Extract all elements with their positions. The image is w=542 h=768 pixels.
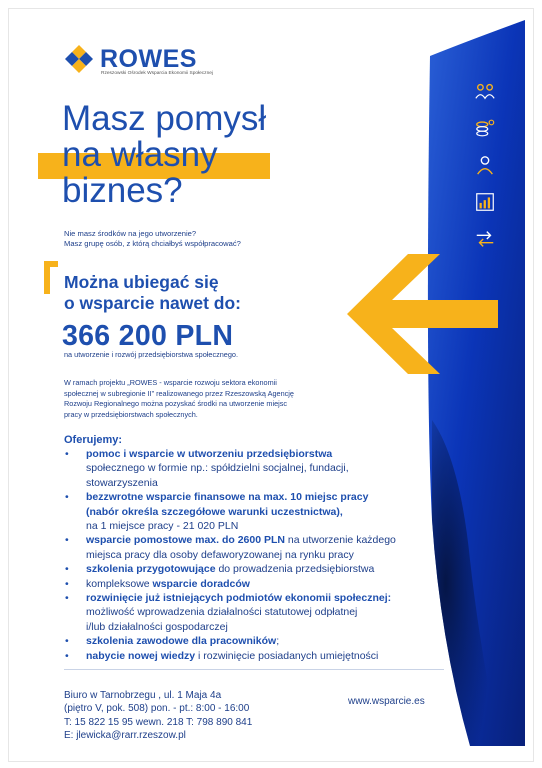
people-money-icon [474,80,496,102]
offer-item-text: i rozwinięcie posiadanych umiejętności [195,649,379,662]
offer-item-bold: szkolenia przygotowujące [86,563,216,576]
support-amount: 366 200 PLN [62,320,234,352]
offer-item-text: stowarzyszenia [86,476,158,489]
offer-item-text: kompleksowe [86,577,153,590]
offer-item-text: na utworzenie każdego [284,534,396,547]
offer-item-text: na 1 miejsce pracy - 21 020 PLN [86,520,239,533]
project-line-3: Rozwoju Regionalnego można pozyskać środki na utworzenie miejsc [64,399,288,408]
offer-item-bold: rozwinięcie już istniejących podmiotów ekonomii społecznej: [86,592,392,605]
contact-info [64,689,252,743]
offer-item-text: do prowadzenia przedsiębiorstwa [215,563,375,576]
intro-text [64,229,241,249]
project-line-4: pracy w przedsiębiorstwach społecznych. [64,409,198,419]
offer-item-bold: szkolenia zawodowe dla pracowników [86,635,277,648]
brand-name: ROWES [100,44,197,73]
headline-line-1: Masz pomysł [62,99,267,138]
offer-item-text: i/lub działalności gospodarczej [86,620,228,633]
website-link[interactable]: www.wsparcie.es [348,696,425,707]
offer-item-bold: pomoc i wsparcie w utworzeniu przedsiębiorstwa [86,448,333,460]
support-line-1: Można ubiegać się [64,272,219,292]
rowes-logo-mark [64,44,94,74]
list-item [64,447,444,490]
icon-column [474,80,500,265]
offer-item-bold: bezzwrotne wsparcie finansowe na max. 10 miejsc pracy [86,491,369,504]
project-line-1: W ramach projektu „ROWES - wsparcie rozwoju sektora ekonomii [64,378,277,387]
intro-line-1: Nie masz środków na jego utworzenie? [64,229,197,238]
growth-chart-icon [474,191,496,213]
list-item [64,634,444,648]
offer-item-bold: wsparcie pomostowe max. do 2600 PLN [86,534,285,547]
contact-phones: T: 15 822 15 95 wewn. 218 T: 798 890 841 [64,716,253,728]
yellow-bracket [44,261,58,294]
headline [62,101,266,209]
offer-item-bold: wsparcie doradców [152,577,250,590]
offer-item-bold: nabycie nowej wiedzy [86,649,196,662]
list-item [64,533,444,562]
project-description [64,378,364,420]
contact-email[interactable]: E: jlewicka@rarr.rzeszow.pl [64,730,186,742]
contact-address: Biuro w Tarnobrzegu , ul. 1 Maja 4a [64,690,222,701]
contact-hours: (piętro V, pok. 508) pon. - pt.: 8:00 - 16:00 [64,703,250,715]
list-item [64,577,444,591]
offer-heading: Oferujemy: [64,434,123,446]
coins-icon [474,117,496,139]
support-amount-note: na utworzenie i rozwój przedsiębiorstwa społecznego. [64,350,238,359]
divider [64,669,444,670]
project-line-2: społecznej w subregionie II” realizowanego przez Rzeszowską Agencję [64,388,294,398]
list-item [64,562,444,576]
support-heading [64,272,241,314]
list-item [64,591,444,634]
rowes-logo [64,44,197,74]
headline-line-3: biznes? [62,171,183,210]
support-line-2: o wsparcie nawet do: [64,293,241,313]
offer-item-text: możliwość wprowadzenia działalności statutowej odpłatnej [86,606,358,619]
offer-item-text: miejsca pracy dla osoby defaworyzowanej na rynku pracy [86,548,354,561]
intro-line-2: Masz grupę osób, z którą chciałbyś współpracować? [64,239,241,248]
person-icon [474,154,496,176]
offer-item-text: społecznego w formie np.: spółdzielni socjalnej, fundacji, [86,462,349,475]
offer-list [64,447,444,663]
offer-item-bold: (nabór określa szczegółowe warunki uczestnictwa), [86,505,343,518]
brand-subtitle: Rzeszowski Ośrodek Wsparcia Ekonomii Społecznej [101,71,213,76]
list-item [64,490,444,533]
headline-line-2: na własny [62,135,218,174]
exchange-arrows-icon [474,228,496,250]
list-item [64,649,444,663]
offer-item-text: ; [276,635,280,648]
